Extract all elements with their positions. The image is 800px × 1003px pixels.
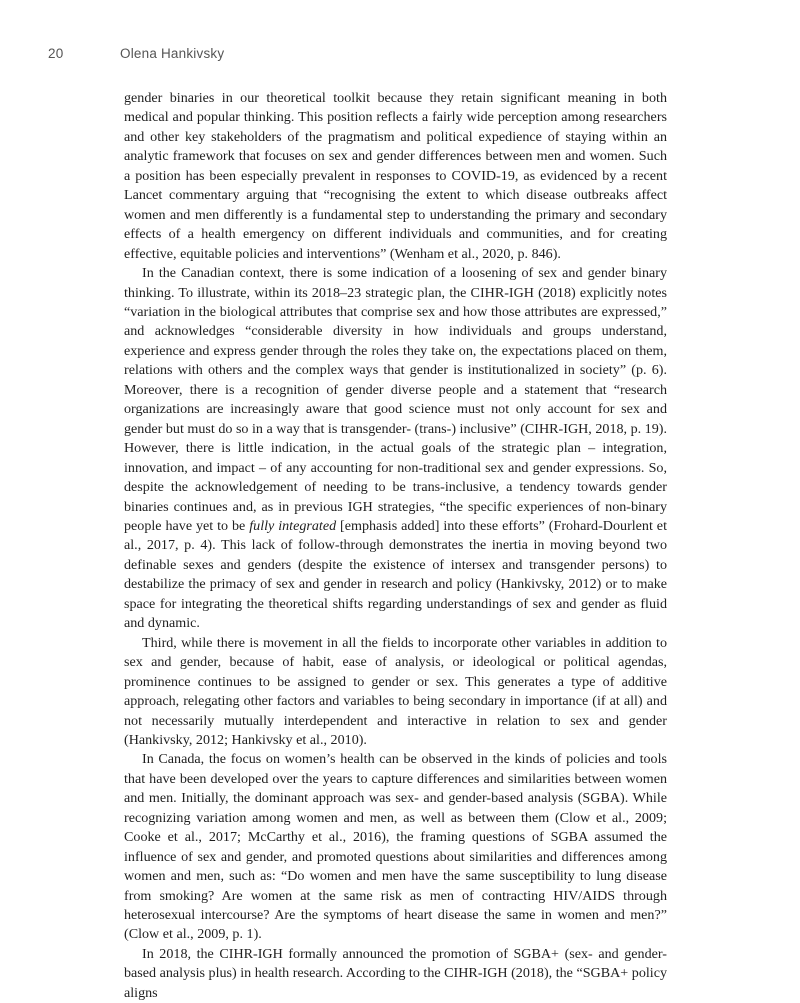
paragraph [124,945,667,1003]
paragraph-text: Third, while there is movement in all the fields to incorporate other variables in addition to sex and gender, because of habit, ease of analysis, or ideological or political agendas, prominence continues to be assigned to gender or sex. This generates a type of additive approach, relegating other factors and variables to being secondary in importance (if at all) and not necessarily mutually interdependent and interactive in relation to sex and gender (Hankivsky, 2012; Hankivsky et al., 2010). [124,634,667,748]
paragraph-text: In the Canadian context, there is some indication of a loosening of sex and gender binary thinking. To illustrate, within its 2018–23 strategic plan, the CIHR-IGH (2018) explicitly notes “variation in the biological attributes that comprise sex and how those attributes are expressed,” and acknowledges “considerable diversity in how individuals and groups understand, experience and express gender through the roles they take on, the expectations placed on them, relations with others and the complex ways that gender is institutionalized in society” (p. 6). Moreover, there is a recognition of gender diverse people and a statement that “research organizations are increasingly aware that good science must not only account for sex and gender but must do so in a way that is transgender- (trans-) inclusive” (CIHR-IGH, 2018, p. 19). However, there is little indication, in the actual goals of the strategic plan – integration, innovation, and impact – of any accounting for non-traditional sex and gender expressions. So, despite the acknowledgement of needing to be trans-inclusive, a tendency towards gender binaries continues and, as in previous IGH strategies, “the specific experiences of non-binary people have yet to be [124,265,667,534]
paragraph [124,264,667,634]
running-header [48,46,448,61]
body-text [124,89,667,1003]
paragraph [124,89,667,264]
running-head-author: Olena Hankivsky [120,46,225,61]
emphasis-text: fully integrated [249,517,337,534]
paragraph-text: In Canada, the focus on women’s health can be observed in the kinds of policies and tools that have been developed over the years to capture differences and similarities between women and men. Initially, the dominant approach was sex- and gender-based analysis (SGBA). While recognizing variation among women and men, as well as between them (Clow et al., 2009; Cooke et al., 2017; McCarthy et al., 2016), the framing questions of SGBA assumed the influence of sex and gender, and promoted questions about similarities and differences among women and men, such as: “Do women and men have the same susceptibility to lung disease from smoking? Are women at the same risk as men of contracting HIV/AIDS through heterosexual intercourse? Are the symptoms of heart disease the same in women and men?” (Clow et al., 2009, p. 1). [124,751,667,943]
paragraph-text: [emphasis added] into these efforts” (Frohard-Dourlent et al., 2017, p. 4). This lack of follow-through demonstrates the inertia in moving beyond two definable sexes and genders (despite the existence of intersex and transgender persons) to destabilize the primacy of sex and gender in research and policy (Hankivsky, 2012) or to make space for integrating the theoretical shifts regarding understandings of sex and gender as fluid and dynamic. [124,517,667,632]
paragraph [124,634,667,751]
paragraph-text: In 2018, the CIHR-IGH formally announced the promotion of SGBA+ (sex- and gender-based analysis plus) in health research. According to the CIHR-IGH (2018), the “SGBA+ policy aligns [124,945,667,1001]
paragraph-text: gender binaries in our theoretical toolkit because they retain significant meaning in both medical and popular thinking. This position reflects a fairly wide perception among researchers and other key stakeholders of the pragmatism and political expedience of staying within an analytic framework that focuses on sex and gender differences between men and women. Such a position has been especially prevalent in responses to COVID-19, as evidenced by a recent Lancet commentary arguing that “recognising the extent to which disease outbreaks affect women and men differently is a fundamental step to understanding the primary and secondary effects of a health emergency on different individuals and communities, and for creating effective, equitable policies and interventions” (Wenham et al., 2020, p. 846). [124,90,667,262]
paragraph [124,750,667,945]
page-number: 20 [48,46,64,61]
